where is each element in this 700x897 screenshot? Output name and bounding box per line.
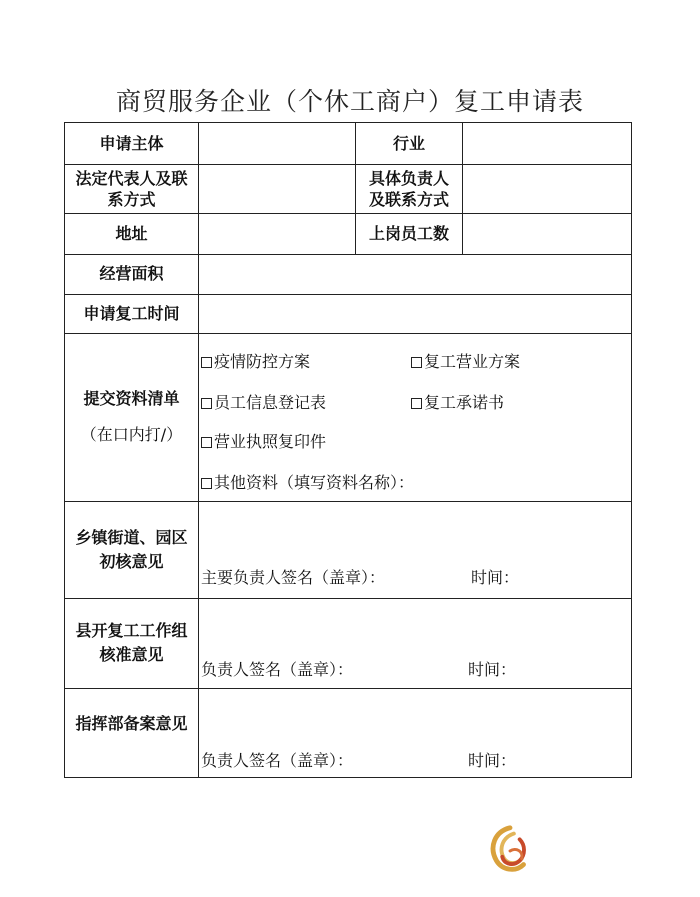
material-item-label: 员工信息登记表 bbox=[214, 393, 327, 412]
spiral-logo-icon bbox=[481, 822, 539, 880]
hq-sign-label: 负责人签名（盖章）： bbox=[201, 751, 354, 770]
material-item-license-copy[interactable] bbox=[201, 432, 326, 452]
application-form-table bbox=[64, 122, 632, 778]
materials-label-title: 提交资料清单 bbox=[83, 389, 180, 408]
township-opinion-label bbox=[65, 501, 198, 598]
township-sign-label: 主要负责人签名（盖章）： bbox=[201, 568, 386, 587]
material-item-label: 复工营业方案 bbox=[424, 352, 521, 371]
township-opinion-label-line1: 乡镇街道、园区 bbox=[75, 527, 188, 547]
township-time-label: 时间： bbox=[471, 568, 520, 587]
material-item-business-plan[interactable] bbox=[411, 352, 520, 372]
address-field[interactable] bbox=[199, 214, 355, 254]
industry-label: 行业 bbox=[392, 133, 425, 153]
checkbox-icon[interactable] bbox=[201, 437, 212, 448]
county-opinion-label bbox=[65, 598, 198, 688]
resume-time-label: 申请复工时间 bbox=[83, 303, 180, 323]
responsible-label bbox=[356, 164, 462, 213]
material-item-label: 其他资料（填写资料名称）： bbox=[214, 473, 415, 492]
staff-count-label: 上岗员工数 bbox=[368, 223, 449, 243]
applicant-field[interactable] bbox=[199, 123, 355, 164]
checkbox-icon[interactable] bbox=[201, 357, 212, 368]
address-label: 地址 bbox=[115, 223, 148, 243]
resume-time-field[interactable] bbox=[199, 295, 631, 333]
responsible-label-line2: 及联系方式 bbox=[368, 189, 449, 209]
legal-rep-label-line1: 法定代表人及联 bbox=[75, 168, 188, 188]
legal-rep-field[interactable] bbox=[199, 165, 355, 213]
legal-rep-label bbox=[65, 164, 198, 213]
responsible-field[interactable] bbox=[463, 165, 631, 213]
staff-count-field[interactable] bbox=[463, 214, 631, 254]
material-item-label: 营业执照复印件 bbox=[214, 432, 327, 451]
materials-label bbox=[65, 333, 198, 501]
form-title: 商贸服务企业（个休工商户）复工申请表 bbox=[115, 87, 584, 116]
hq-time-label: 时间： bbox=[468, 751, 517, 770]
material-item-epidemic-plan[interactable] bbox=[201, 352, 310, 372]
township-opinion-label-line2: 初核意见 bbox=[99, 551, 164, 571]
hq-opinion-label: 指挥部备案意见 bbox=[75, 713, 188, 733]
legal-rep-label-line2: 系方式 bbox=[107, 189, 156, 209]
industry-field[interactable] bbox=[463, 123, 631, 164]
responsible-label-line1: 具体负责人 bbox=[368, 168, 449, 188]
material-item-commitment[interactable] bbox=[411, 393, 504, 413]
checkbox-icon[interactable] bbox=[201, 398, 212, 409]
county-opinion-label-line2: 核准意见 bbox=[99, 645, 164, 664]
applicant-label: 申请主体 bbox=[99, 133, 164, 153]
county-sign-label: 负责人签名（盖章）： bbox=[201, 660, 354, 679]
material-item-label: 疫情防控方案 bbox=[214, 352, 311, 371]
checkbox-icon[interactable] bbox=[411, 398, 422, 409]
materials-note: （在口内打/） bbox=[80, 425, 183, 444]
county-opinion-label-line1: 县开复工工作组 bbox=[75, 621, 188, 640]
material-item-other[interactable] bbox=[201, 473, 414, 493]
checkbox-icon[interactable] bbox=[411, 357, 422, 368]
area-label: 经营面积 bbox=[99, 264, 164, 283]
material-item-staff-register[interactable] bbox=[201, 393, 326, 413]
material-item-label: 复工承诺书 bbox=[424, 393, 505, 412]
area-field[interactable] bbox=[199, 255, 631, 294]
county-time-label: 时间： bbox=[468, 660, 517, 679]
checkbox-icon[interactable] bbox=[201, 478, 212, 489]
